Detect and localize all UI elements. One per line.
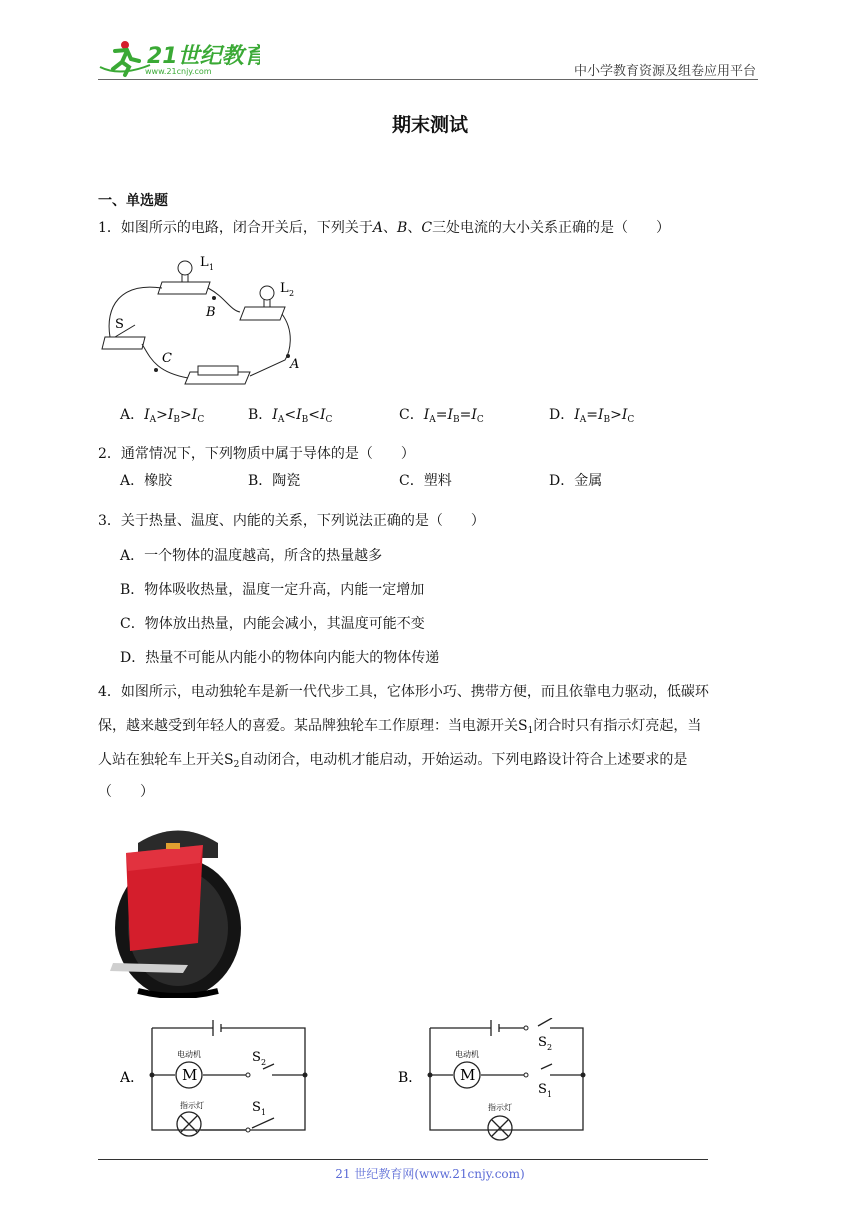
footer-divider [98, 1159, 708, 1160]
svg-text:S: S [252, 1100, 261, 1115]
svg-text:M: M [460, 1066, 476, 1084]
svg-text:A．: A． [120, 1070, 145, 1086]
q1-option-b[interactable]: B．$I_A<I_B<I_C$ [248, 407, 333, 425]
q3-option-a[interactable]: A．一个物体的温度越高，所含的热量越多 [120, 548, 383, 564]
header-divider [98, 79, 758, 80]
q2-option-d[interactable]: D．金属 [549, 473, 603, 489]
svg-text:电动机: 电动机 [455, 1050, 479, 1059]
svg-text:指示灯: 指示灯 [180, 1101, 204, 1110]
svg-text:S: S [538, 1035, 547, 1050]
svg-text:1: 1 [547, 1090, 553, 1099]
q1-option-a[interactable]: A．$I_A>I_B>I_C$ [120, 407, 205, 425]
circuit-option-b[interactable] [398, 1018, 598, 1148]
q2-option-b[interactable]: B．陶瓷 [248, 473, 301, 489]
site-logo [95, 37, 260, 79]
svg-text:B．: B． [398, 1070, 423, 1086]
svg-text:C: C [162, 351, 172, 366]
page-title: 期末测试 [391, 114, 468, 136]
q2-option-c[interactable]: C．塑料 [399, 473, 452, 489]
q2-option-a[interactable]: A．橡胶 [120, 473, 173, 489]
svg-text:S: S [115, 317, 124, 332]
q1-option-d[interactable]: D．$I_A=I_B>I_C$ [549, 407, 635, 425]
svg-text:S: S [538, 1082, 547, 1097]
logo-text: 21世纪教育 [147, 44, 260, 69]
svg-text:B: B [206, 305, 216, 320]
svg-text:2: 2 [289, 289, 295, 298]
footer-link[interactable]: 21 世纪教育网(www.21cnjy.com) [335, 1167, 525, 1181]
svg-text:L: L [280, 281, 289, 296]
svg-text:2: 2 [261, 1058, 267, 1067]
circuit-option-a[interactable] [120, 1018, 320, 1148]
svg-text:L: L [200, 255, 209, 270]
svg-text:1: 1 [261, 1108, 267, 1117]
svg-text:M: M [182, 1066, 198, 1084]
question-3-stem: 3．关于热量、温度、内能的关系，下列说法正确的是（ ） [98, 513, 485, 529]
runner-icon [100, 41, 150, 75]
header-platform-text: 中小学教育资源及组卷应用平台 [573, 64, 756, 79]
svg-text:指示灯: 指示灯 [488, 1103, 512, 1112]
q3-option-b[interactable]: B．物体吸收热量，温度一定升高，内能一定增加 [120, 582, 425, 598]
q3-option-c[interactable]: C．物体放出热量，内能会减小，其温度可能不变 [120, 616, 425, 632]
svg-text:电动机: 电动机 [177, 1050, 201, 1059]
q3-option-d[interactable]: D．热量不可能从内能小的物体向内能大的物体传递 [120, 650, 440, 666]
section-heading: 一、单选题 [98, 193, 168, 209]
svg-text:A: A [290, 357, 300, 372]
logo-url: www.21cnjy.com [145, 67, 212, 76]
question-4-line-3: 人站在独轮车上开关$S_2$自动闭合，电动机才能启动，开始运动。下列电路设计符合上述要求的是 [98, 752, 688, 770]
question-2-stem: 2．通常情况下，下列物质中属于导体的是（ ） [98, 446, 415, 462]
svg-text:S: S [252, 1050, 261, 1065]
question-4-line-1: 4．如图所示，电动独轮车是新一代代步工具，它体形小巧、携带方便，而且依靠电力驱动，低碳环 [98, 684, 709, 700]
question-4-line-4: （ ） [98, 784, 154, 800]
svg-text:1: 1 [209, 263, 215, 272]
question-1-stem: 1．如图所示的电路，闭合开关后，下列关于A、B、C三处电流的大小关系正确的是（ ） [98, 220, 671, 236]
unicycle-image [108, 823, 248, 998]
question-1-circuit-figure [100, 252, 300, 392]
svg-text:2: 2 [547, 1043, 553, 1052]
q1-option-c[interactable]: C．$I_A=I_B=I_C$ [399, 407, 484, 425]
question-4-line-2: 保，越来越受到年轻人的喜爱。某品牌独轮车工作原理：当电源开关$S_1$闭合时只有指示灯亮起，当 [98, 718, 702, 736]
